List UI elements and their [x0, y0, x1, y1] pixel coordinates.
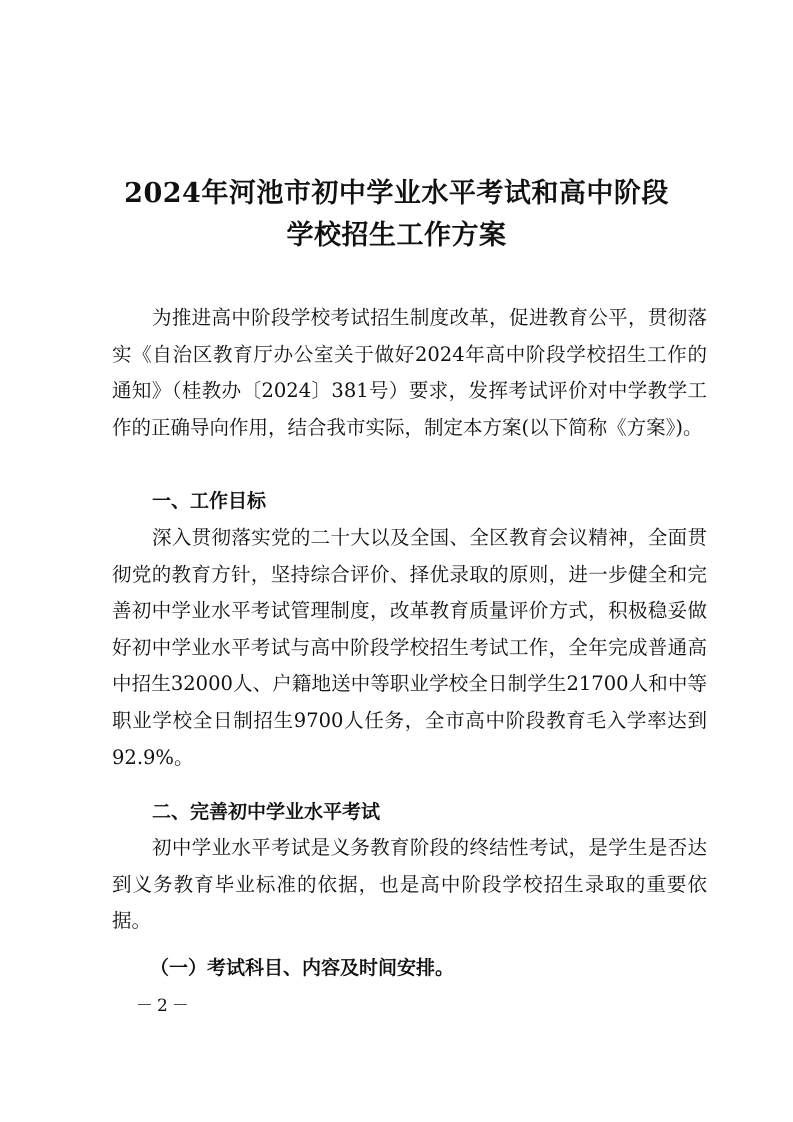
section-heading-exam: 二、完善初中学业水平考试 [152, 801, 381, 823]
document-title-line-1: 2024年河池市初中学业水平考试和高中阶段 [124, 178, 669, 209]
document-title-line-2: 学校招生工作方案 [286, 220, 507, 251]
page-number: －2－ [136, 996, 193, 1016]
intro-paragraph: 为推进高中阶段学校考试招生制度改革，促进教育公平，贯彻落实《自治区教育厅办公室关于做好2024年高中阶段学校招生工作的通知》（桂教办〔2024〕381号）要求，发挥考试评价对中学教学工作的正确导向作用，结合我市实际，制定本方案(以下简称《方案》)。 [112, 306, 707, 439]
subsection-heading-subjects: （一）考试科目、内容及时间安排。 [150, 957, 455, 979]
goals-paragraph: 深入贯彻落实党的二十大以及全国、全区教育会议精神，全面贯彻党的教育方针，坚持综合评价、择优录取的原则，进一步健全和完善初中学业水平考试管理制度，改革教育质量评价方式，积极稳妥做好初中学业水平考试与高中阶段学校招生考试工作，全年完成普通高中招生32000人、户籍地送中等职业学校全日制学生21700人和中等职业学校全日制招生9700人任务，全市高中阶段教育毛入学率达到92.9%。 [112, 526, 707, 769]
exam-paragraph: 初中学业水平考试是义务教育阶段的终结性考试，是学生是否达到义务教育毕业标准的依据，也是高中阶段学校招生录取的重要依据。 [112, 836, 707, 933]
section-heading-goals: 一、工作目标 [152, 490, 267, 512]
